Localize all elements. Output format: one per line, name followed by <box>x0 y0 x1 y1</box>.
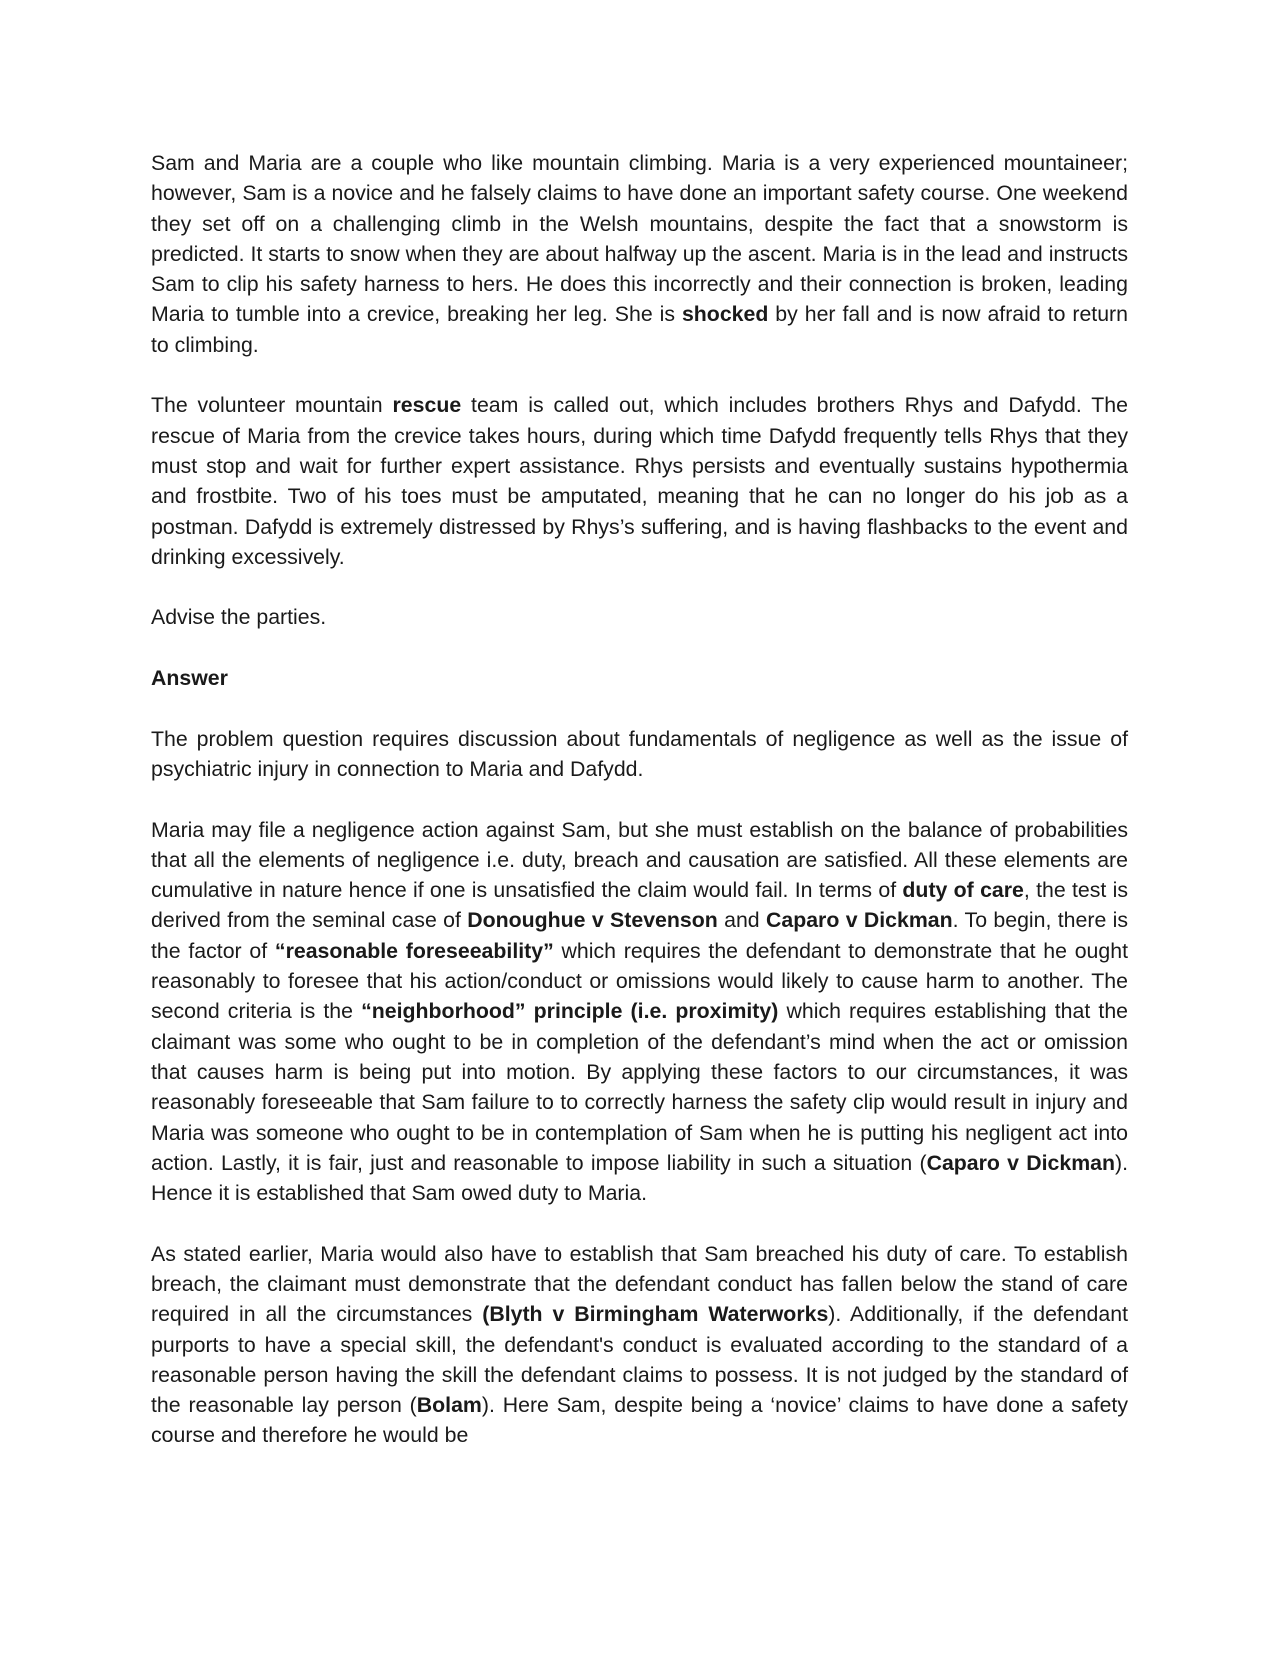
case-citation: Bolam <box>416 1393 482 1418</box>
case-citation: Caparo v Dickman <box>926 1150 1115 1175</box>
paragraph-breach: As stated earlier, Maria would also have to establish that Sam breached his duty of care. To establish breach, the claimant must demonstrate that the defendant conduct has fallen below the stand of care required in all the circumstances (Blyth v Birmingham Waterworks). Additionally, if the defendant purports to have a special skill, the defendant's conduct is evaluated according to the standard of a reasonable person having the skill the defendant claims to possess. It is not judged by the standard of the reasonable lay person (Bolam). Here Sam, despite being a ‘novice’ claims to have done a safety course and therefore he would be <box>151 1241 1128 1448</box>
paragraph-scenario-2: The volunteer mountain rescue team is called out, which includes brothers Rhys and Dafydd. The rescue of Maria from the crevice takes hours, during which time Dafydd frequently tells Rhys that they must stop and wait for further expert assistance. Rhys persists and eventually sustains hypothermia and frostbite. Two of his toes must be amputated, meaning that he can no longer do his job as a postman. Dafydd is extremely distressed by Rhys’s suffering, and is having flashbacks to the event and drinking excessively. <box>151 393 1128 569</box>
case-citation: (Blyth v Birmingham Waterworks <box>482 1302 829 1327</box>
case-citation: Donoughue v Stevenson <box>467 908 718 933</box>
paragraph-duty-of-care: Maria may file a negligence action against Sam, but she must establish on the balance of probabilities that all the elements of negligence i.e. duty, breach and causation are satisfied. All these elements are cumulative in nature hence if one is unsatisfied the claim would fail. In terms of duty of care, the test is derived from the seminal case of Donoughue v Stevenson and Caparo v Dickman. To begin, there is the factor of “reasonable foreseeability” which requires the defendant to demonstrate that he ought reasonably to foresee that his action/conduct or omissions would likely to cause harm to another. The second criteria is the “neighborhood” principle (i.e. proximity) which requires establishing that the claimant was some who ought to be in completion of the defendant’s mind when the act or omission that causes harm is being put into motion. By applying these factors to our circumstances, it was reasonably foreseeable that Sam failure to to correctly harness the safety clip would result in injury and Maria was someone who ought to be in contemplation of Sam when he is putting his negligent act into action. Lastly, it is fair, just and reasonable to impose liability in such a situation (Caparo v Dickman). Hence it is established that Sam owed duty to Maria. <box>151 817 1129 1206</box>
bold-term: rescue <box>392 393 462 418</box>
bold-term: “reasonable foreseeability” <box>274 938 554 963</box>
paragraph-instruction: Advise the parties. <box>151 605 327 630</box>
answer-heading: Answer <box>151 666 228 691</box>
document-page <box>151 148 1128 1481</box>
bold-term: duty of care <box>902 878 1024 903</box>
case-citation: Caparo v Dickman <box>765 908 953 933</box>
bold-term: shocked <box>681 302 769 327</box>
paragraph-scenario-1: Sam and Maria are a couple who like mountain climbing. Maria is a very experienced mountaineer; however, Sam is a novice and he falsely claims to have done an important safety course. One weekend they set off on a challenging climb in the Welsh mountains, despite the fact that a snowstorm is predicted. It starts to snow when they are about halfway up the ascent. Maria is in the lead and instructs Sam to clip his safety harness to hers. He does this incorrectly and their connection is broken, leading Maria to tumble into a crevice, breaking her leg. She is shocked by her fall and is now afraid to return to climbing. <box>151 151 1128 357</box>
paragraph-answer-intro: The problem question requires discussion about fundamentals of negligence as well as the issue of psychiatric injury in connection to Maria and Dafydd. <box>151 726 1128 781</box>
bold-term: “neighborhood” principle (i.e. proximity) <box>361 999 779 1024</box>
